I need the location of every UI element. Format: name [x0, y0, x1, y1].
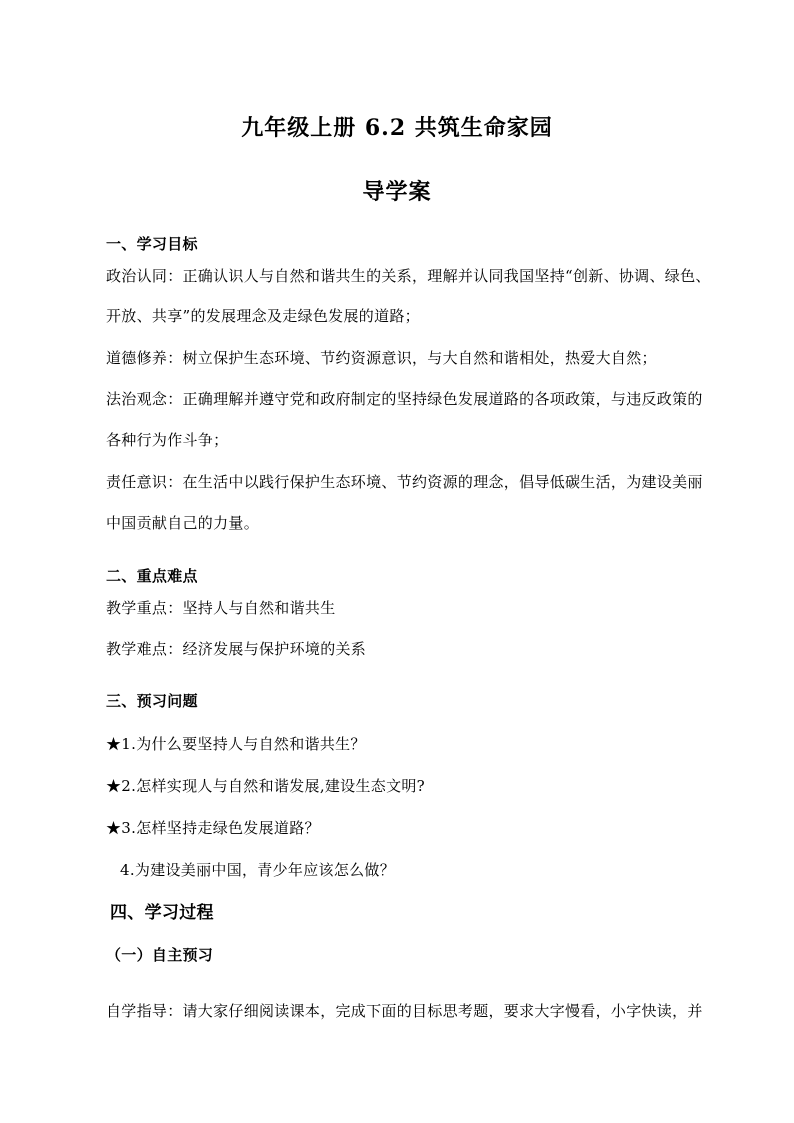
section-heading-preview-questions: 三、预习问题 — [106, 692, 198, 710]
objective-law-line2: 各种行为作斗争； — [106, 431, 229, 449]
objective-responsibility-line2: 中国贡献自己的力量。 — [106, 514, 260, 532]
objective-political-line2: 开放、共享”的发展理念及走绿色发展的道路； — [106, 307, 420, 325]
self-study-guide: 自学指导：请大家仔细阅读课本，完成下面的目标思考题，要求大字慢看，小字快读，并 — [106, 1002, 703, 1020]
objective-political-line1: 政治认同：正确认识人与自然和谐共生的关系，理解并认同我国坚持“创新、协调、绿色、 — [106, 267, 711, 285]
key-point: 教学重点：坚持人与自然和谐共生 — [106, 599, 336, 617]
document-title: 九年级上册 6.2 共筑生命家园 — [241, 115, 553, 141]
preview-question-1: ★1.为什么要坚持人与自然和谐共生？ — [106, 735, 366, 753]
difficult-point: 教学难点：经济发展与保护环境的关系 — [106, 640, 367, 658]
preview-question-3: ★3.怎样坚持走绿色发展道路？ — [106, 819, 320, 837]
preview-question-2: ★2.怎样实现人与自然和谐发展,建设生态文明? — [106, 777, 426, 795]
section-heading-objectives: 一、学习目标 — [106, 235, 198, 253]
sub-heading-self-study: （一）自主预习 — [106, 946, 214, 964]
objective-responsibility-line1: 责任意识：在生活中以践行保护生态环境、节约资源的理念，倡导低碳生活，为建设美丽 — [106, 473, 703, 491]
preview-question-4: 4.为建设美丽中国，青少年应该怎么做？ — [120, 861, 396, 879]
section-heading-key-points: 二、重点难点 — [106, 567, 198, 585]
objective-moral: 道德修养：树立保护生态环境、节约资源意识，与大自然和谐相处，热爱大自然； — [106, 349, 657, 367]
section-heading-learning-process: 四、学习过程 — [110, 903, 214, 923]
objective-law-line1: 法治观念：正确理解并遵守党和政府制定的坚持绿色发展道路的各项政策，与违反政策的 — [106, 390, 703, 408]
document-subtitle: 导学案 — [362, 179, 432, 205]
